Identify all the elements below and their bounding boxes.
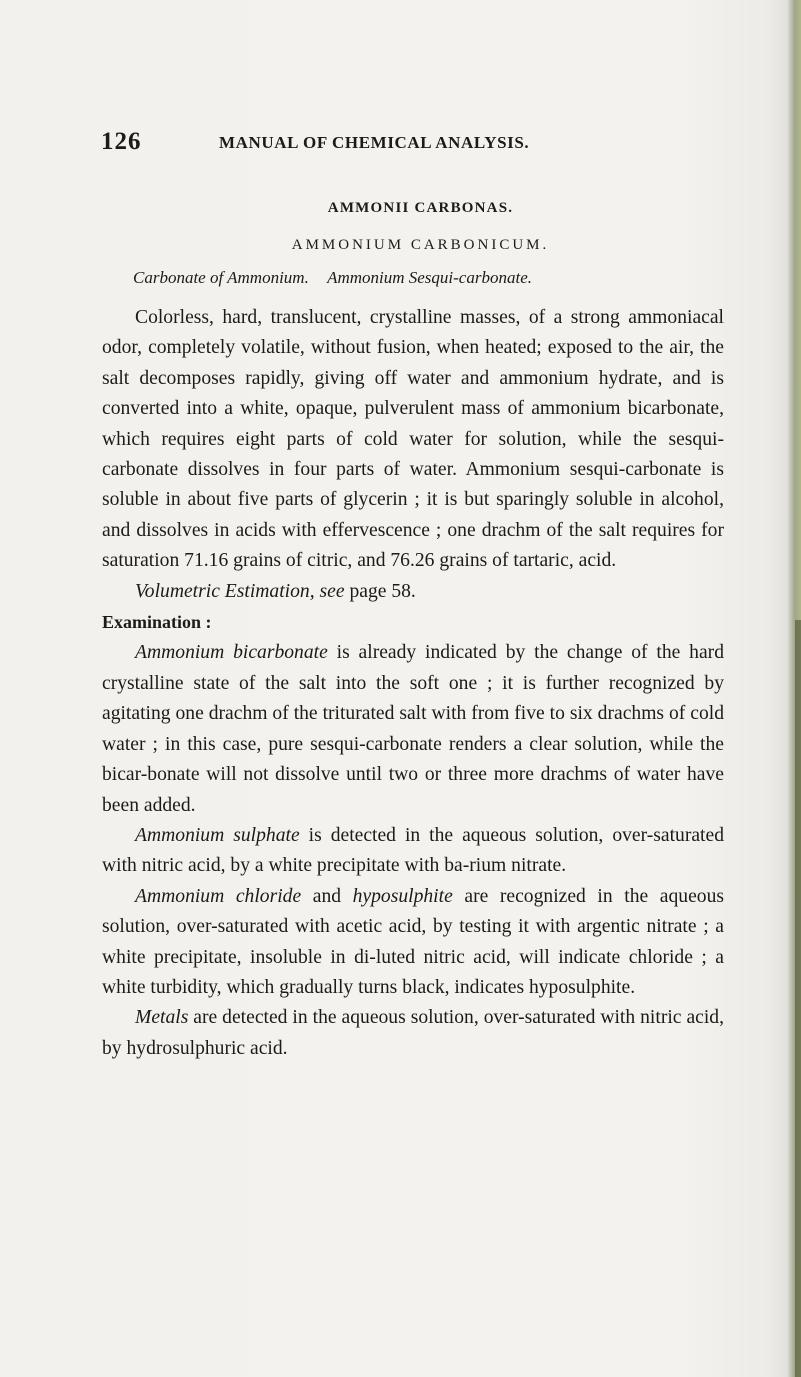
bicarbonate-term: Ammonium bicarbonate: [135, 642, 328, 664]
volumetric-see: see: [319, 580, 345, 602]
section-subtitle: AMMONIUM CARBONICUM.: [291, 237, 550, 253]
chloride-term: Ammonium chloride: [135, 885, 302, 907]
sulphate-text: is detected in the aqueous solution, over-saturated with nitric acid, by a white precipitate with ba-rium nitrate.: [102, 824, 724, 877]
synonym-second: Ammonium Sesqui-carbonate.: [327, 268, 532, 287]
chloride-paragraph: [102, 882, 724, 1004]
section-title: AMMONII CARBONAS.: [327, 200, 514, 216]
description-text: Colorless, hard, translucent, crystalline masses, of a strong ammoniacal odor, completely volatile, without fusion, when heated; exposed to the air, the salt decomposes rapidly, giving off water and ammonium hydrate, and is converted into a white, opaque, pulverulent mass of ammonium bicarbonate, which requires eight parts of cold water for solution, while the sesqui-carbonate dissolves in four parts of water. Ammonium sesqui-carbonate is soluble in about five parts of glycerin ; it is but sparingly soluble in alcohol, and dissolves in acids with effervescence ; one drachm of the salt requires for saturation 71.16 grains of citric, and 76.26 grains of tartaric, acid.: [102, 307, 724, 572]
metals-paragraph: [102, 1003, 724, 1064]
sulphate-term: Ammonium sulphate: [135, 824, 300, 846]
body-text: [102, 303, 724, 1064]
synonym-first: Carbonate of Ammonium.: [133, 268, 309, 287]
hyposulphite-term: hyposulphite: [352, 885, 453, 907]
sulphate-paragraph: [102, 821, 724, 882]
volumetric-page: page 58.: [349, 580, 416, 602]
description-paragraph: [102, 303, 724, 577]
volumetric-label: Volumetric Estimation,: [135, 580, 315, 602]
bicarbonate-paragraph: [102, 638, 724, 820]
metals-text: are detected in the aqueous solution, over-saturated with nitric acid, by hydrosulphuric acid.: [102, 1007, 724, 1059]
chloride-and: and: [312, 885, 342, 907]
metals-term: Metals: [135, 1007, 189, 1029]
running-head-title: MANUAL OF CHEMICAL ANALYSIS.: [219, 133, 530, 152]
page-number: 126: [101, 128, 142, 155]
page-edge-dark: [795, 620, 801, 1377]
volumetric-paragraph: [102, 577, 724, 607]
synonyms-line: [133, 268, 532, 288]
chloride-text: are recognized in the aqueous solution, over-saturated with acetic acid, by testing it with argentic nitrate ; a white precipitate, insoluble in di-luted nitric acid, will indicate chloride ; a white turbidity, which gradually turns black, indicates hyposulphite.: [102, 885, 724, 998]
examination-heading-line: [102, 607, 724, 638]
bicarbonate-text: is already indicated by the change of the hard crystalline state of the salt into the soft one ; it is further recognized by agitating one drachm of the triturated salt with from five to six drachms of cold water ; in this case, pure sesqui-carbonate renders a clear solution, while the bicar-bonate will not dissolve until two or three more drachms of water have been added.: [102, 642, 724, 816]
examination-heading: Examination :: [102, 612, 212, 633]
